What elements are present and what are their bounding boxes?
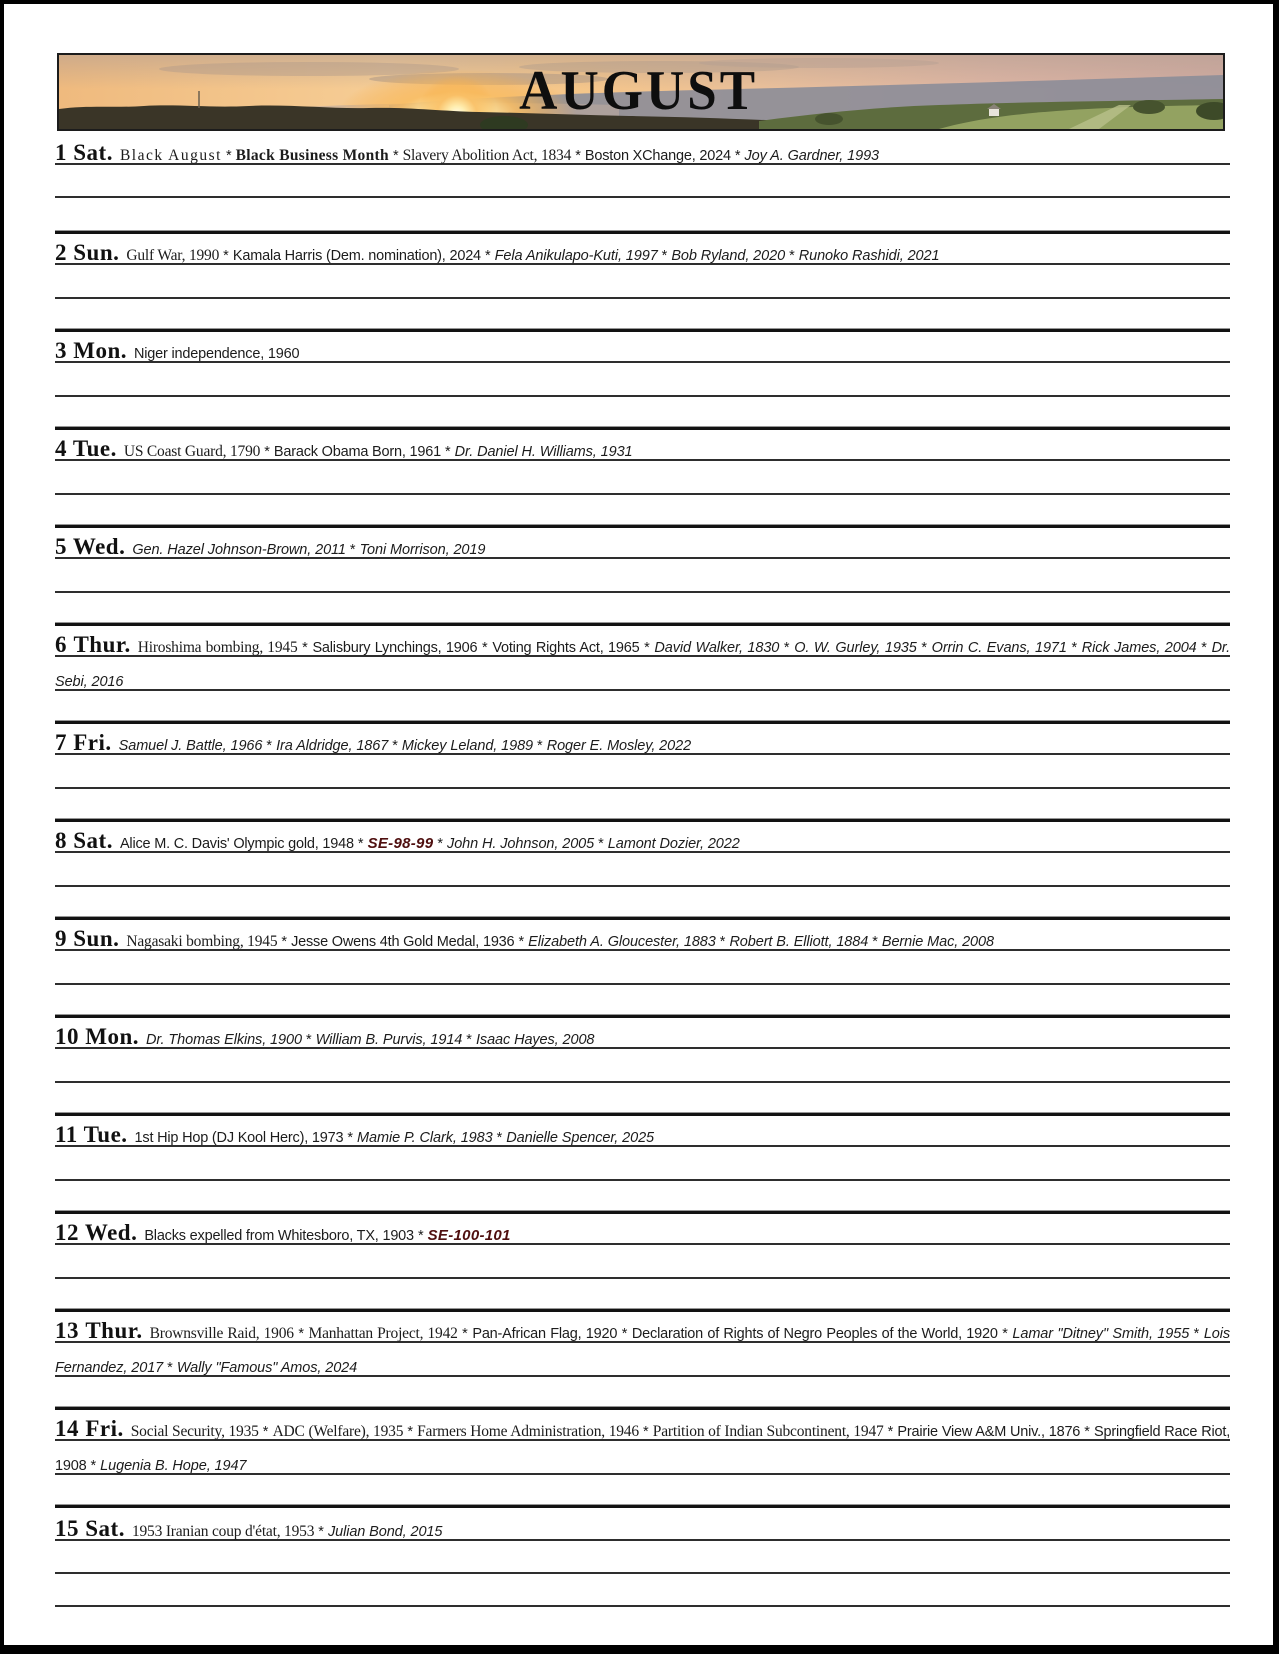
event-separator: * [1196,640,1212,656]
day-block [55,136,1230,230]
event-text: SE-100-101 [427,1227,511,1244]
event-text: Barack Obama Born, 1961 [273,444,441,460]
event-separator: * [219,248,233,264]
event-text: Springfield Race Riot, 1908 [55,1424,1231,1474]
event-text: Dr. Daniel H. Williams, 1931 [454,444,633,460]
event-separator: * [462,1032,476,1048]
event-separator: * [779,640,795,656]
event-text: Julian Bond, 2015 [327,1524,443,1540]
event-text: Isaac Hayes, 2008 [475,1032,595,1048]
ruled-line [55,983,1230,985]
event-text: Orrin C. Evans, 1971 [931,640,1067,656]
ruled-line [55,1277,1230,1279]
farm-house [989,109,999,116]
day-entry [55,1314,1230,1385]
event-separator: * [297,640,313,656]
day-label: 4 Tue. [55,436,117,461]
day-label: 1 Sat. [55,140,113,165]
day-block [55,1210,1230,1308]
event-text: Toni Morrison, 2019 [359,542,486,558]
event-separator: * [433,836,448,852]
day-separator-line [55,1210,1230,1214]
event-separator: * [301,1032,316,1048]
event-text: David Walker, 1830 [654,640,780,656]
day-entry [55,530,1230,568]
event-text: Bob Ryland, 2020 [671,248,786,264]
day-entry [55,136,1230,173]
bush [815,113,843,125]
event-separator: * [997,1326,1013,1342]
event-separator: * [163,1359,177,1376]
day-block [55,622,1230,720]
day-separator-line [55,426,1230,430]
day-label: 13 Thur. [55,1318,143,1343]
event-text: Kamala Harris (Dem. nomination), 2024 [232,248,481,264]
event-separator: * [533,738,547,754]
event-text: Pan-African Flag, 1920 [472,1326,618,1342]
ruled-line [55,196,1230,198]
month-banner [57,53,1225,131]
event-text: Gen. Hazel Johnson-Brown, 2011 [132,542,346,558]
event-separator: * [617,1326,632,1342]
event-text: Rick James, 2004 [1081,640,1197,656]
event-text: Slavery Abolition Act, 1834 [402,147,572,164]
day-label: 14 Fri. [55,1416,124,1441]
event-text: Social Security, 1935 [130,1423,259,1440]
event-separator: * [388,738,402,754]
event-text: Samuel J. Battle, 1966 [118,738,263,754]
event-text: Mickey Leland, 1989 [401,738,534,754]
event-text: Prairie View A&M Univ., 1876 [897,1424,1081,1440]
day-entry [55,1412,1230,1483]
event-text: Joy A. Gardner, 1993 [744,148,880,164]
event-text: Boston XChange, 2024 [584,148,731,164]
event-separator: * [492,1130,507,1146]
ruled-line [55,493,1230,495]
event-separator: * [785,248,799,264]
day-label: 8 Sat. [55,828,113,853]
event-text: Runoko Rashidi, 2021 [798,248,940,264]
event-separator: * [730,148,745,164]
event-separator: * [262,738,277,754]
event-text: Roger E. Mosley, 2022 [546,738,692,754]
day-block [55,328,1230,426]
event-separator: * [343,1130,358,1146]
ruled-line [55,1572,1230,1574]
event-separator: * [514,934,529,950]
event-separator: * [594,836,608,852]
day-separator-line [55,328,1230,332]
day-label: 2 Sun. [55,240,120,265]
day-block [55,1406,1230,1504]
event-text: US Coast Guard, 1790 [123,443,261,460]
day-block [55,916,1230,1014]
event-separator: * [715,934,730,950]
event-separator: * [1189,1326,1204,1342]
day-separator-line [55,230,1230,234]
event-text: Gulf War, 1990 [126,247,220,264]
day-separator-line [55,1112,1230,1116]
day-label: 15 Sat. [55,1516,125,1541]
day-entry [55,1118,1230,1156]
event-separator: * [1066,640,1082,656]
event-text: Nagasaki bombing, 1945 [126,933,278,950]
event-separator: * [258,1424,273,1440]
event-separator: * [440,444,455,460]
day-entry [55,1216,1230,1254]
day-label: 7 Fri. [55,730,112,755]
day-label: 3 Mon. [55,338,127,363]
day-entry [55,726,1230,764]
event-text: Fela Anikulapo-Kuti, 1997 [494,248,658,264]
ruled-line [55,1081,1230,1083]
event-separator: * [221,148,236,164]
day-entry [55,236,1230,274]
event-text: Ira Aldridge, 1867 [276,738,389,754]
day-entry [55,922,1230,960]
day-label: 5 Wed. [55,534,126,559]
event-text: John H. Johnson, 2005 [447,836,595,852]
event-text: William B. Purvis, 1914 [315,1032,463,1048]
event-text: Niger independence, 1960 [134,346,300,362]
event-separator: * [868,934,882,950]
day-block [55,818,1230,916]
day-block [55,524,1230,622]
ruled-line [55,395,1230,397]
day-entry [55,628,1230,699]
event-text: 1953 Iranian coup d'état, 1953 [131,1523,315,1540]
ruled-line [55,1179,1230,1181]
event-separator: * [480,248,495,264]
event-separator: * [403,1424,418,1440]
event-separator: * [345,542,360,558]
day-separator-line [55,1504,1230,1508]
day-entry [55,1512,1230,1550]
event-separator: * [86,1457,101,1474]
day-entry [55,824,1230,862]
event-text: Voting Rights Act, 1965 [492,640,640,656]
event-separator: * [1080,1424,1095,1440]
event-text: ADC (Welfare), 1935 [272,1423,404,1440]
event-separator: * [638,1424,653,1440]
event-text: Robert B. Elliott, 1884 [729,934,869,950]
event-separator: * [293,1326,309,1342]
day-block [55,1504,1230,1645]
event-separator: * [657,248,672,264]
event-text: Brownsville Raid, 1906 [149,1325,294,1342]
month-title: AUGUST [519,60,759,122]
event-text: Hiroshima bombing, 1945 [137,639,298,656]
day-label: 10 Mon. [55,1024,139,1049]
ruled-line [55,787,1230,789]
event-text: Jesse Owens 4th Gold Medal, 1936 [291,934,515,950]
ruled-line [55,297,1230,299]
day-block [55,230,1230,328]
day-separator-line [55,720,1230,724]
event-text: Lamont Dozier, 2022 [607,836,740,852]
day-label: 6 Thur. [55,632,131,657]
event-separator: * [314,1524,328,1540]
event-text: Mamie P. Clark, 1983 [357,1130,493,1146]
event-text: Bernie Mac, 2008 [881,934,994,950]
event-separator: * [260,444,274,460]
event-separator: * [277,934,292,950]
day-label: 11 Tue. [55,1122,128,1147]
event-text: 1st Hip Hop (DJ Kool Herc), 1973 [134,1130,344,1146]
day-block [55,720,1230,818]
day-block [55,1308,1230,1406]
event-text: Elizabeth A. Gloucester, 1883 [528,934,716,950]
event-separator: * [388,148,403,164]
event-text: Manhattan Project, 1942 [308,1325,458,1342]
event-text: Salisbury Lynchings, 1906 [312,640,478,656]
event-text: Lois Fernandez, 2017 [55,1326,1231,1376]
event-separator: * [571,148,585,164]
days-list [55,136,1230,1645]
event-text: Alice M. C. Davis' Olympic gold, 1948 [119,836,354,852]
event-separator: * [413,1228,428,1244]
day-separator-line [55,622,1230,626]
day-separator-line [55,818,1230,822]
event-text: Blacks expelled from Whitesboro, TX, 1903 [144,1228,414,1244]
event-text: Black Business Month [235,147,389,164]
event-text: Danielle Spencer, 2025 [506,1130,655,1146]
event-text: Lugenia B. Hope, 1947 [100,1457,247,1474]
event-text: O. W. Gurley, 1935 [794,640,917,656]
day-separator-line [55,1406,1230,1410]
event-text: SE-98-99 [367,835,434,852]
event-text: Declaration of Rights of Negro Peoples of the World, 1920 [631,1326,998,1342]
day-entry [55,334,1230,372]
day-label: 12 Wed. [55,1220,138,1245]
day-entry [55,432,1230,470]
event-separator: * [883,1424,898,1440]
ruled-line [55,1605,1230,1607]
event-text: Partition of Indian Subcontinent, 1947 [652,1423,884,1440]
event-separator: * [916,640,932,656]
day-separator-line [55,1014,1230,1018]
event-separator: * [639,640,655,656]
event-separator: * [353,836,368,852]
event-text: Farmers Home Administration, 1946 [417,1423,639,1440]
event-text: Lamar "Ditney" Smith, 1955 [1012,1326,1190,1342]
day-separator-line [55,916,1230,920]
day-separator-line [55,1308,1230,1312]
day-entry [55,1020,1230,1058]
event-text: Wally "Famous" Amos, 2024 [176,1359,358,1376]
event-separator: * [477,640,493,656]
event-text: Black August [119,147,222,164]
day-block [55,1014,1230,1112]
event-text: Dr. Thomas Elkins, 1900 [146,1032,302,1048]
ruled-line [55,885,1230,887]
ruled-line [55,591,1230,593]
event-text: Dr. Sebi, 2016 [55,640,1231,690]
event-separator: * [457,1326,473,1342]
day-label: 9 Sun. [55,926,120,951]
bush [1133,100,1165,114]
day-separator-line [55,524,1230,528]
day-block [55,426,1230,524]
day-block [55,1112,1230,1210]
